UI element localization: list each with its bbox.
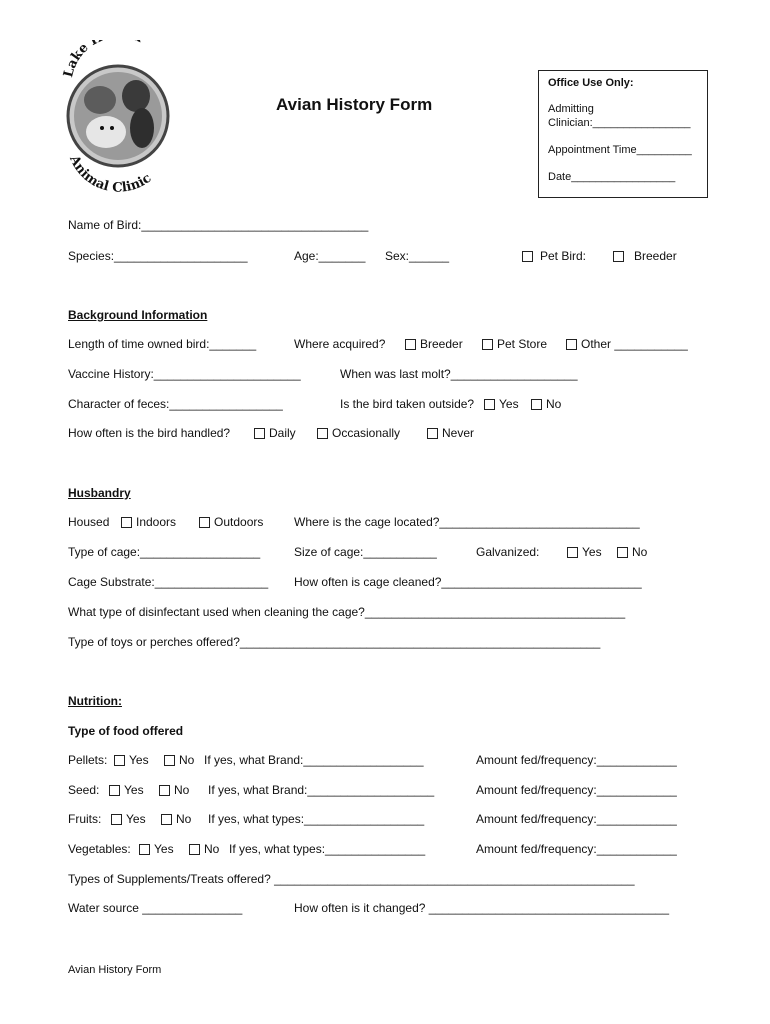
acquired-pet-store-option[interactable]: [482, 337, 547, 351]
handled-never-checkbox[interactable]: [427, 428, 438, 439]
seed-label: Seed:: [68, 783, 100, 797]
vegetables-yes-checkbox[interactable]: [139, 844, 150, 855]
outside-no-checkbox[interactable]: [531, 399, 542, 410]
fruits-no-label: No: [176, 812, 192, 826]
toys-field[interactable]: Type of toys or perches offered?______________________________________________________: [68, 635, 601, 649]
supplements-field[interactable]: Types of Supplements/Treats offered? ______________________________________________________: [68, 872, 635, 886]
seed-amount-field[interactable]: Amount fed/frequency:____________: [476, 783, 677, 797]
pellets-amount-field[interactable]: Amount fed/frequency:____________: [476, 753, 677, 767]
pellets-brand-field[interactable]: If yes, what Brand:__________________: [204, 753, 424, 767]
indoors-option[interactable]: [121, 515, 176, 529]
background-heading: Background Information: [68, 308, 208, 322]
pellets-no-label: No: [179, 753, 195, 767]
bird-name-field[interactable]: Name of Bird:__________________________________: [68, 218, 369, 232]
galvanized-yes-option[interactable]: [567, 545, 602, 559]
pet-bird-option[interactable]: [522, 249, 586, 263]
outdoors-label: Outdoors: [214, 515, 264, 529]
fruits-no-option[interactable]: [161, 812, 191, 826]
seed-yes-label: Yes: [124, 783, 144, 797]
outside-yes-checkbox[interactable]: [484, 399, 495, 410]
vegetables-no-option[interactable]: [189, 842, 219, 856]
office-date-field[interactable]: Date_________________: [548, 171, 676, 183]
pet-bird-label: Pet Bird:: [540, 249, 587, 263]
breeder-type-checkbox[interactable]: [613, 251, 624, 262]
nutrition-heading: Nutrition:: [68, 694, 122, 708]
outside-label: Is the bird taken outside?: [340, 397, 475, 411]
outdoors-checkbox[interactable]: [199, 517, 210, 528]
vegetables-no-checkbox[interactable]: [189, 844, 200, 855]
vegetables-no-label: No: [204, 842, 220, 856]
length-owned-field[interactable]: Length of time owned bird:_______: [68, 337, 257, 351]
pellets-label: Pellets:: [68, 753, 108, 767]
acquired-other-checkbox[interactable]: [566, 339, 577, 350]
galvanized-label: Galvanized:: [476, 545, 540, 559]
fruits-yes-option[interactable]: [111, 812, 146, 826]
galvanized-no-checkbox[interactable]: [617, 547, 628, 558]
water-source-field[interactable]: Water source _______________: [68, 901, 243, 915]
species-field[interactable]: Species:____________________: [68, 249, 248, 263]
seed-yes-checkbox[interactable]: [109, 785, 120, 796]
admitting-label: Admitting: [548, 103, 594, 115]
feces-field[interactable]: Character of feces:_________________: [68, 397, 283, 411]
substrate-field[interactable]: Cage Substrate:_________________: [68, 575, 269, 589]
seed-yes-option[interactable]: [109, 783, 144, 797]
fruits-yes-label: Yes: [126, 812, 146, 826]
cage-type-field[interactable]: Type of cage:__________________: [68, 545, 261, 559]
galvanized-yes-label: Yes: [582, 545, 602, 559]
handled-label: How often is the bird handled?: [68, 426, 231, 440]
acquired-breeder-checkbox[interactable]: [405, 339, 416, 350]
outside-yes-label: Yes: [499, 397, 519, 411]
age-field[interactable]: Age:_______: [294, 249, 366, 263]
handled-daily-label: Daily: [269, 426, 296, 440]
fruits-no-checkbox[interactable]: [161, 814, 172, 825]
husbandry-heading: Husbandry: [68, 486, 131, 500]
where-acquired-label: Where acquired?: [294, 337, 386, 351]
clinic-logo: [62, 40, 174, 192]
cage-size-field[interactable]: Size of cage:___________: [294, 545, 437, 559]
acquired-other-option[interactable]: [566, 337, 688, 351]
seed-no-option[interactable]: [159, 783, 189, 797]
vegetables-yes-option[interactable]: [139, 842, 174, 856]
disinfectant-field[interactable]: What type of disinfectant used when cleaning the cage?_______________________________________: [68, 605, 626, 619]
logo-bottom-text: Animal Clinic: [66, 153, 155, 192]
cage-cleaned-field[interactable]: How often is cage cleaned?______________________________: [294, 575, 642, 589]
acquired-breeder-option[interactable]: [405, 337, 463, 351]
pet-bird-checkbox[interactable]: [522, 251, 533, 262]
handled-daily-checkbox[interactable]: [254, 428, 265, 439]
outside-no-option[interactable]: [531, 397, 561, 411]
handled-daily-option[interactable]: [254, 426, 296, 440]
vegetables-label: Vegetables:: [68, 842, 131, 856]
fruits-types-field[interactable]: If yes, what types:__________________: [208, 812, 425, 826]
galvanized-no-option[interactable]: [617, 545, 647, 559]
sex-field[interactable]: Sex:______: [385, 249, 450, 263]
galvanized-no-label: No: [632, 545, 648, 559]
appointment-time-field[interactable]: Appointment Time_________: [548, 144, 692, 156]
acquired-pet-store-checkbox[interactable]: [482, 339, 493, 350]
water-changed-field[interactable]: How often is it changed? ____________________________________: [294, 901, 670, 915]
handled-occasionally-label: Occasionally: [332, 426, 401, 440]
office-use-box: [538, 70, 708, 198]
pellets-yes-option[interactable]: [114, 753, 149, 767]
outside-yes-option[interactable]: [484, 397, 519, 411]
vegetables-amount-field[interactable]: Amount fed/frequency:____________: [476, 842, 677, 856]
handled-never-label: Never: [442, 426, 475, 440]
outside-no-label: No: [546, 397, 562, 411]
fruits-label: Fruits:: [68, 812, 102, 826]
office-heading: Office Use Only:: [548, 77, 634, 89]
handled-occasionally-checkbox[interactable]: [317, 428, 328, 439]
cage-location-field[interactable]: Where is the cage located?______________________________: [294, 515, 640, 529]
breeder-type-label: Breeder: [634, 249, 677, 263]
seed-no-label: No: [174, 783, 190, 797]
handled-never-option[interactable]: [427, 426, 474, 440]
galvanized-yes-checkbox[interactable]: [567, 547, 578, 558]
acquired-other-label: Other ___________: [581, 337, 688, 351]
seed-no-checkbox[interactable]: [159, 785, 170, 796]
food-offered-subheading: Type of food offered: [68, 724, 184, 738]
vegetables-yes-label: Yes: [154, 842, 174, 856]
seed-brand-field[interactable]: If yes, what Brand:___________________: [208, 783, 435, 797]
fruits-amount-field[interactable]: Amount fed/frequency:____________: [476, 812, 677, 826]
pellets-no-option[interactable]: [164, 753, 194, 767]
vegetables-types-field[interactable]: If yes, what types:_______________: [229, 842, 426, 856]
logo-top-text: Lake: [62, 40, 92, 79]
pellets-yes-checkbox[interactable]: [114, 755, 125, 766]
clinician-field[interactable]: Clinician:________________: [548, 117, 691, 129]
pellets-yes-label: Yes: [129, 753, 149, 767]
pellets-no-checkbox[interactable]: [164, 755, 175, 766]
fruits-yes-checkbox[interactable]: [111, 814, 122, 825]
outdoors-option[interactable]: [199, 515, 263, 529]
indoors-checkbox[interactable]: [121, 517, 132, 528]
footer-text: Avian History Form: [68, 964, 162, 976]
acquired-pet-store-label: Pet Store: [497, 337, 548, 351]
handled-occasionally-option[interactable]: [317, 426, 400, 440]
last-molt-field[interactable]: When was last molt?___________________: [340, 367, 578, 381]
acquired-breeder-label: Breeder: [420, 337, 463, 351]
vaccine-history-field[interactable]: Vaccine History:______________________: [68, 367, 301, 381]
page-title: Avian History Form: [276, 95, 433, 114]
indoors-label: Indoors: [136, 515, 177, 529]
housed-label: Housed: [68, 515, 110, 529]
breeder-type-option[interactable]: [613, 249, 677, 263]
